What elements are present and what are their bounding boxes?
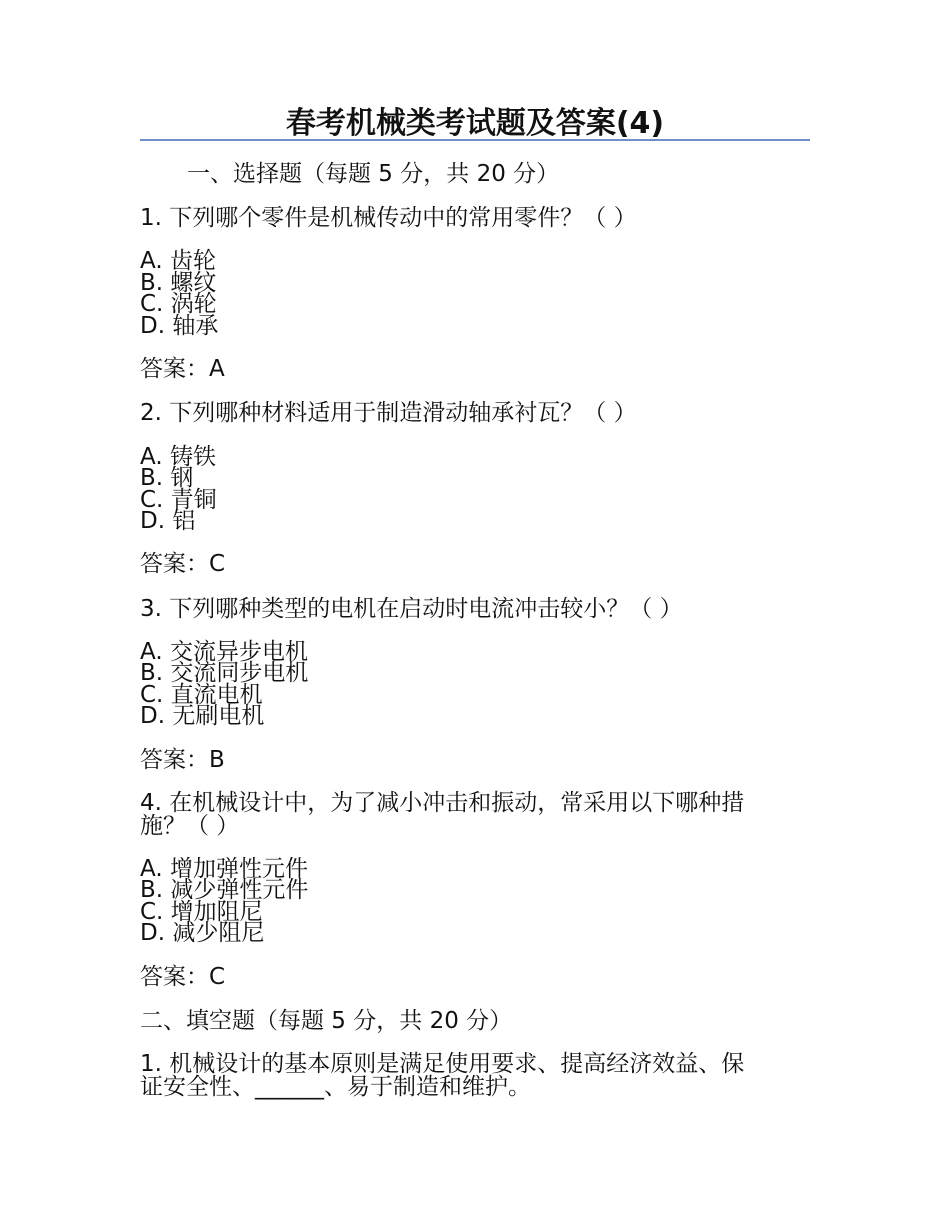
question-1-option-c: C. 涡轮 bbox=[140, 291, 217, 317]
question-2-option-b: B. 钢 bbox=[140, 465, 194, 491]
question-1-answer: 答案：A bbox=[140, 356, 225, 382]
question-4-option-c: C. 增加阻尼 bbox=[140, 899, 263, 925]
question-4-option-d: D. 减少阻尼 bbox=[140, 920, 265, 946]
question-4-answer: 答案：C bbox=[140, 964, 226, 990]
question-4-option-a: A. 增加弹性元件 bbox=[140, 856, 308, 882]
question-4-stem-line2: 施？（ ） bbox=[140, 813, 240, 839]
question-3-stem: 3. 下列哪种类型的电机在启动时电流冲击较小？（ ） bbox=[140, 596, 683, 622]
question-2-answer: 答案：C bbox=[140, 551, 226, 577]
section-heading-fill: 二、填空题（每题 5 分，共 20 分） bbox=[140, 1008, 513, 1034]
question-1-option-a: A. 齿轮 bbox=[140, 248, 216, 274]
question-2-option-a: A. 铸铁 bbox=[140, 444, 216, 470]
question-1-option-b: B. 螺纹 bbox=[140, 270, 217, 296]
question-3-option-b: B. 交流同步电机 bbox=[140, 660, 309, 686]
fill-question-1-line1: 1. 机械设计的基本原则是满足使用要求、提高经济效益、保 bbox=[140, 1051, 745, 1077]
title-underline bbox=[140, 139, 810, 141]
question-1-option-d: D. 轴承 bbox=[140, 313, 219, 339]
section-heading-choice: 一、选择题（每题 5 分，共 20 分） bbox=[187, 161, 560, 187]
question-3-option-a: A. 交流异步电机 bbox=[140, 639, 308, 665]
question-2-stem: 2. 下列哪种材料适用于制造滑动轴承衬瓦？（ ） bbox=[140, 400, 637, 426]
question-2-option-d: D. 铝 bbox=[140, 508, 196, 534]
document-title: 春考机械类考试题及答案(4) bbox=[285, 106, 665, 141]
question-4-stem-line1: 4. 在机械设计中，为了减小冲击和振动，常采用以下哪种措 bbox=[140, 790, 745, 816]
fill-question-1-line2: 证安全性、______、易于制造和维护。 bbox=[140, 1074, 531, 1100]
question-3-option-c: C. 直流电机 bbox=[140, 682, 263, 708]
question-2-option-c: C. 青铜 bbox=[140, 487, 217, 513]
question-3-option-d: D. 无刷电机 bbox=[140, 703, 265, 729]
question-4-option-b: B. 减少弹性元件 bbox=[140, 877, 309, 903]
question-1-stem: 1. 下列哪个零件是机械传动中的常用零件？（ ） bbox=[140, 205, 637, 231]
question-3-answer: 答案：B bbox=[140, 747, 225, 773]
